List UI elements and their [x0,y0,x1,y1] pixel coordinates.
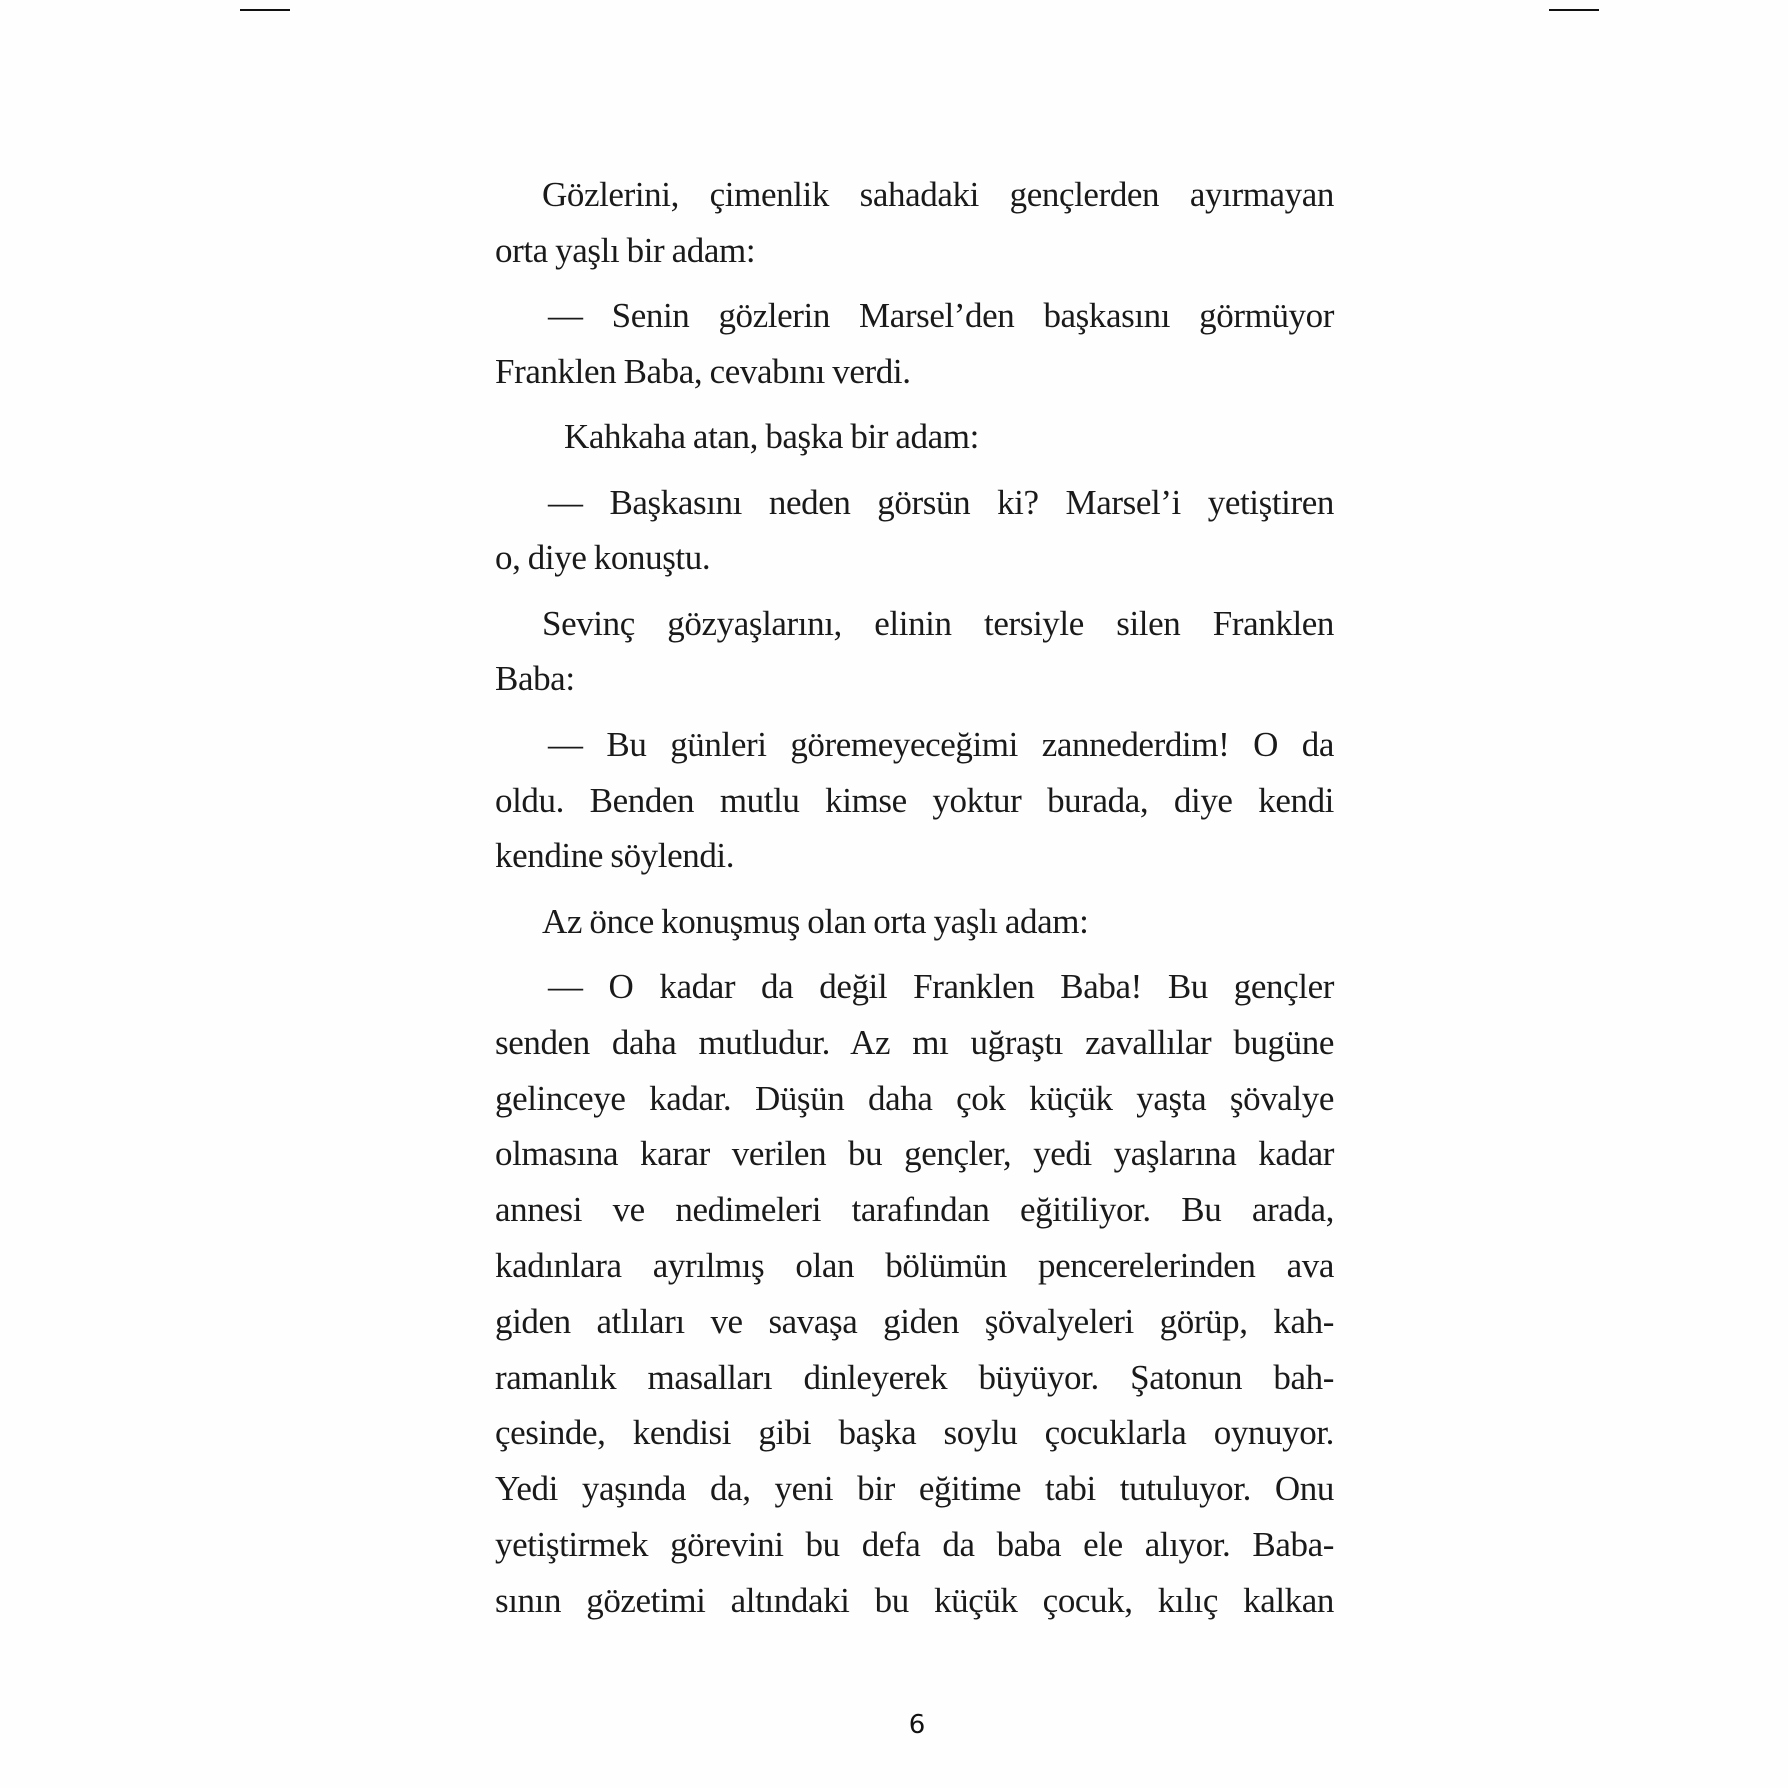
text-line: Az önce konuşmuş olan orta yaşlı adam: [542,901,1089,941]
text-line: Baba: [495,659,575,699]
text-line: sının gözetimi altındaki bu küçük çocuk, kılıç kalkan [495,1580,1334,1620]
text-line: çesinde, kendisi gibi başka soylu çocuklarla oynuyor. [495,1413,1334,1453]
text-line: senden daha mutludur. Az mı uğraştı zavallılar bugüne [495,1022,1334,1062]
text-line: annesi ve nedimeleri tarafından eğitiliyor. Bu arada, [495,1190,1334,1230]
text-line: — Başkasını neden görsün ki? Marsel’i yetiştiren [548,482,1334,522]
text-line: oldu. Benden mutlu kimse yoktur burada, diye kendi [495,780,1334,820]
text-line: Kahkaha atan, başka bir adam: [564,417,979,457]
text-line: Yedi yaşında da, yeni bir eğitime tabi tutuluyor. Onu [495,1469,1334,1509]
crop-mark-left [240,9,290,11]
text-line: kadınlara ayrılmış olan bölümün pencerelerinden ava [495,1245,1334,1285]
text-line: gelinceye kadar. Düşün daha çok küçük yaşta şövalye [495,1078,1334,1118]
crop-mark-right [1549,9,1599,11]
text-line: — Bu günleri göremeyeceğimi zannederdim! O da [548,724,1334,764]
text-line: — O kadar da değil Franklen Baba! Bu gençler [548,966,1334,1006]
text-line: Franklen Baba, cevabını verdi. [495,351,911,391]
text-line: o, diye konuştu. [495,538,711,578]
text-line: yetiştirmek görevini bu defa da baba ele alıyor. Baba- [495,1524,1334,1564]
text-line: kendine söylendi. [495,836,735,876]
text-line: Sevinç gözyaşlarını, elinin tersiyle silen Franklen [542,603,1334,643]
text-line: Gözlerini, çimenlik sahadaki gençlerden ayırmayan [542,175,1334,214]
text-line: giden atlıları ve savaşa giden şövalyeleri görüp, kah- [495,1301,1334,1341]
text-line: orta yaşlı bir adam: [495,230,756,270]
text-line: olmasına karar verilen bu gençler, yedi yaşlarına kadar [495,1134,1334,1174]
text-line: ramanlık masalları dinleyerek büyüyor. Şatonun bah- [495,1357,1334,1397]
page-number: 6 [908,1710,926,1740]
text-line: — Senin gözlerin Marsel’den başkasını görmüyor [548,296,1334,336]
